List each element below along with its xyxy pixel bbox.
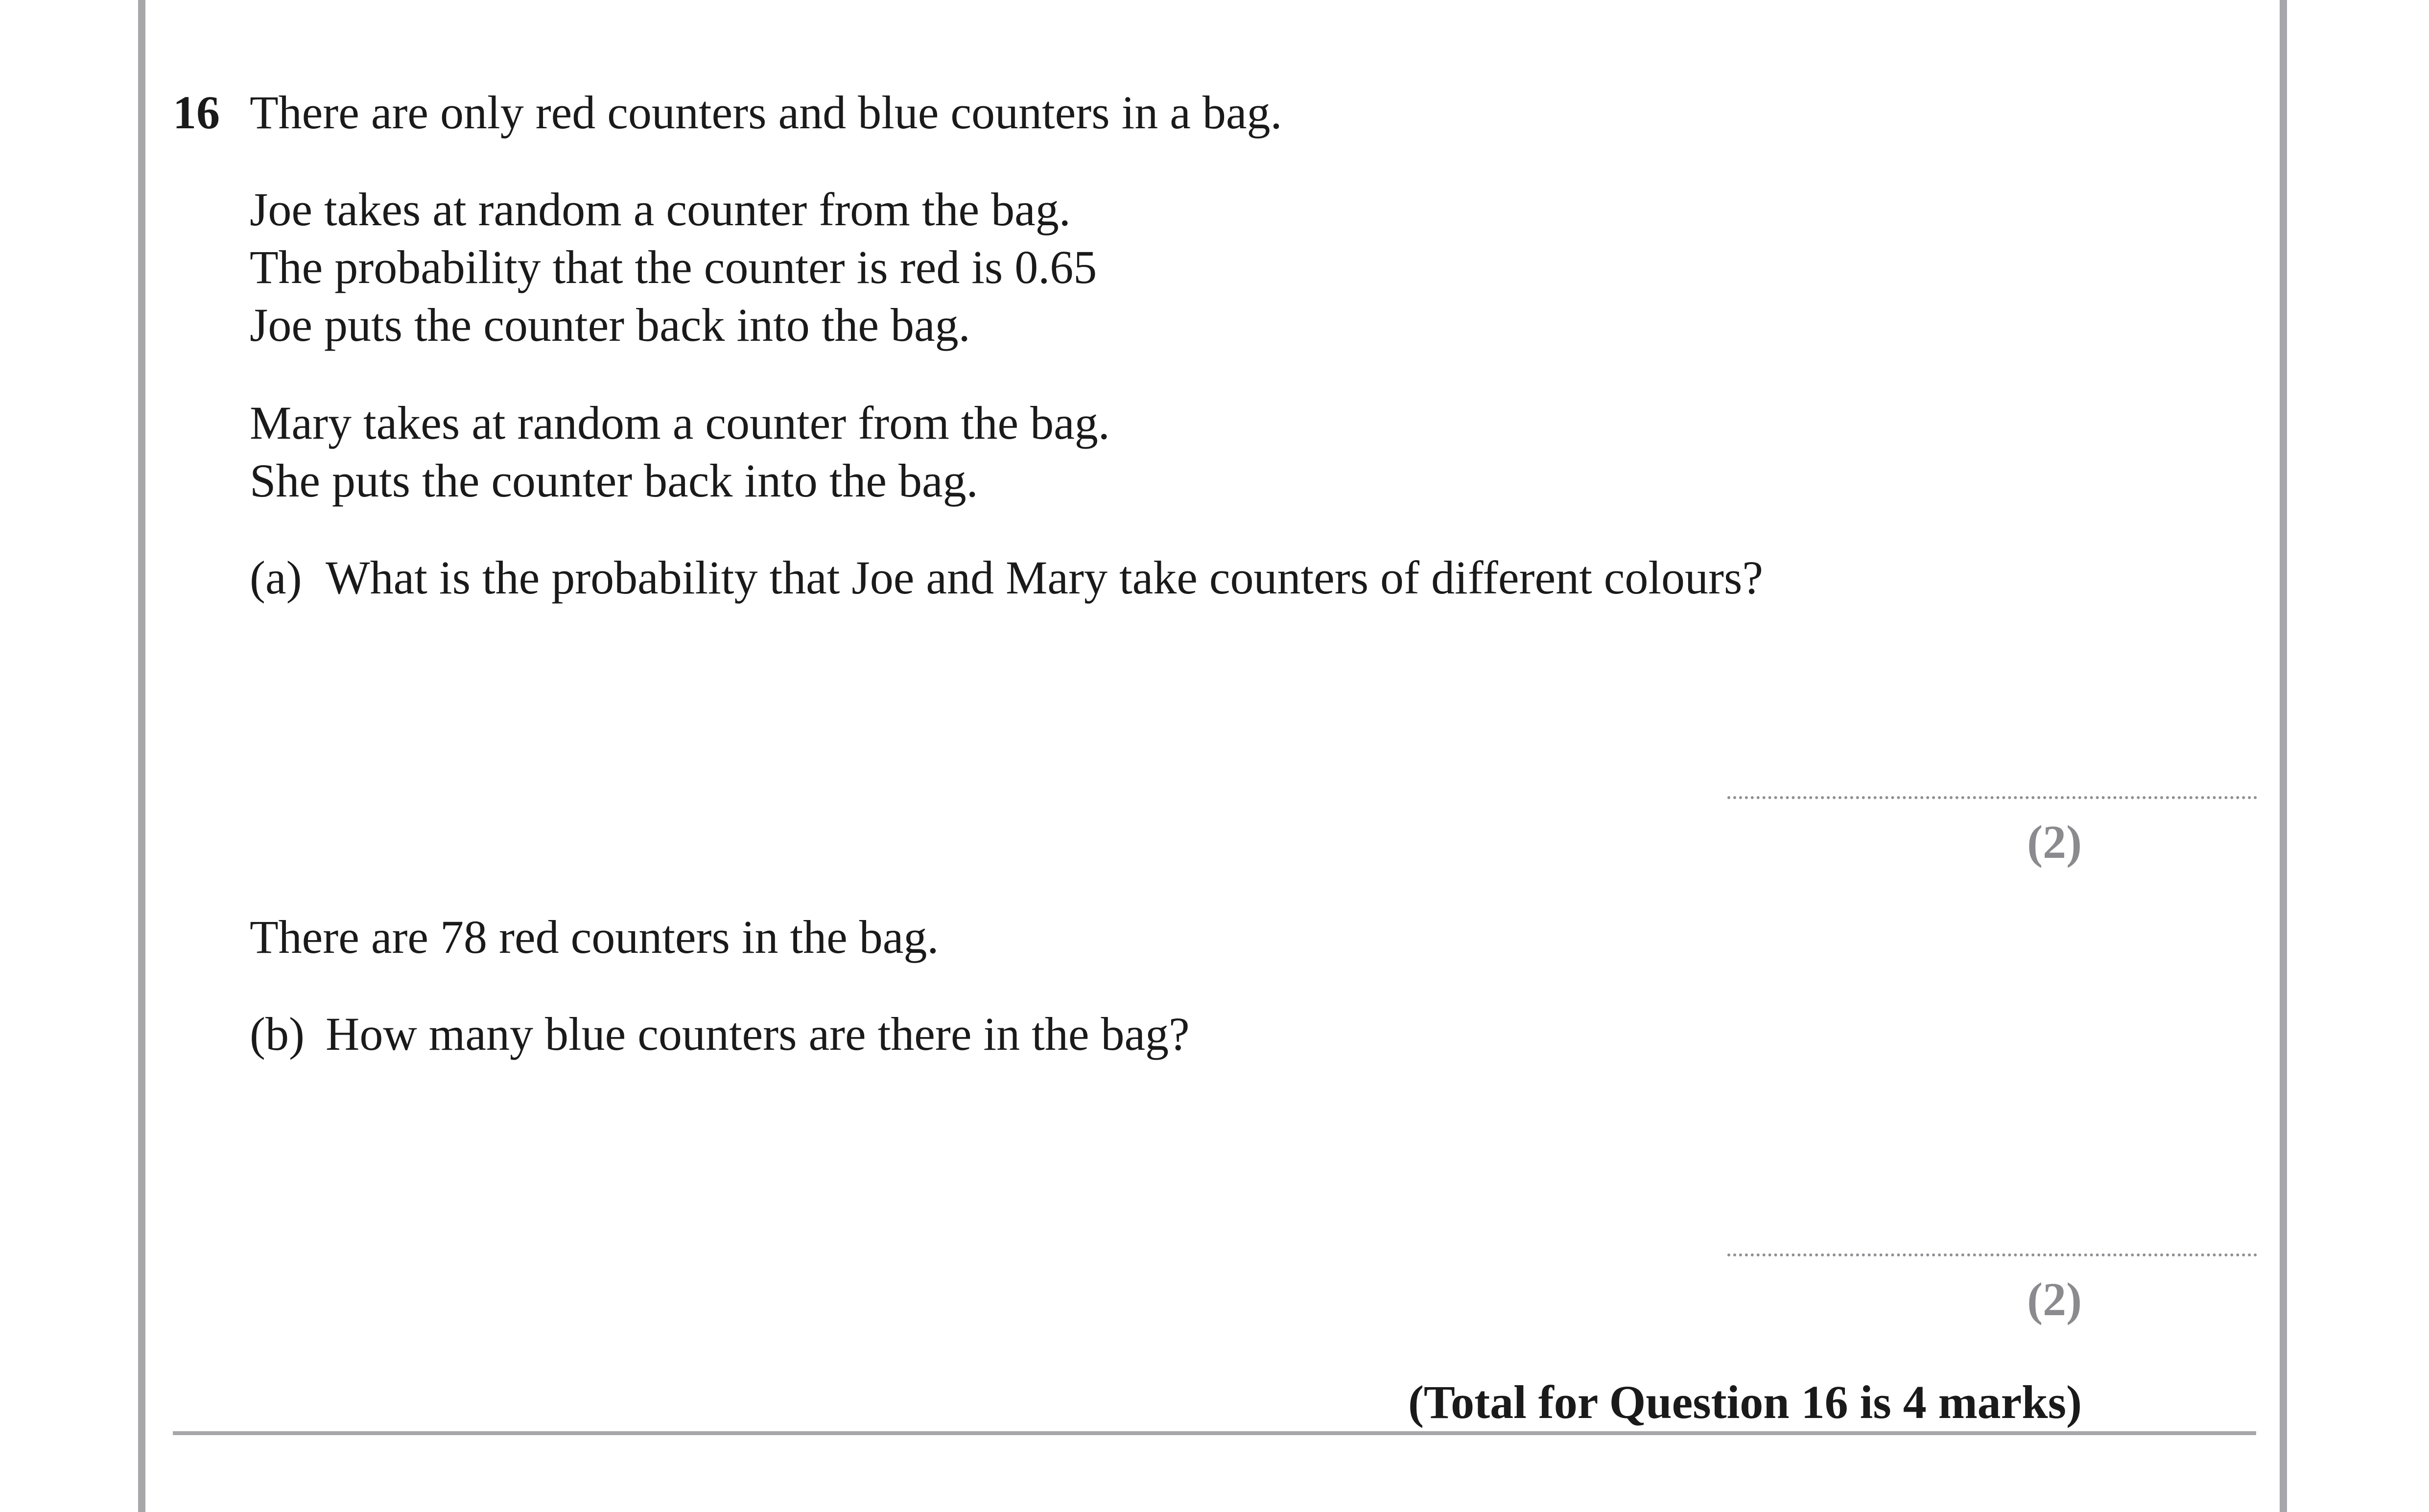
part-a-label: (a) bbox=[250, 551, 302, 604]
part-b-label: (b) bbox=[250, 1008, 305, 1060]
part-b-answer-line[interactable] bbox=[1727, 1253, 2257, 1256]
question-number: 16 bbox=[173, 86, 220, 139]
question-bottom-rule bbox=[173, 1431, 2256, 1435]
page-right-border bbox=[2280, 0, 2287, 1512]
part-b-text: How many blue counters are there in the bag? bbox=[326, 1008, 1190, 1060]
part-a-answer-line[interactable] bbox=[1727, 796, 2257, 799]
question-total-marks: (Total for Question 16 is 4 marks) bbox=[1408, 1376, 2082, 1428]
part-a-question bbox=[250, 549, 1763, 607]
part-a-marks: (2) bbox=[2027, 816, 2082, 868]
part-a-text: What is the probability that Joe and Mary take counters of different colours? bbox=[326, 551, 1763, 604]
part-b-marks: (2) bbox=[2027, 1273, 2082, 1325]
question-intro: There are only red counters and blue counters in a bag. bbox=[250, 86, 1282, 139]
joe-line-3: Joe puts the counter back into the bag. bbox=[250, 299, 970, 351]
part-b-info: There are 78 red counters in the bag. bbox=[250, 911, 939, 963]
page-left-border bbox=[138, 0, 145, 1512]
mary-line-2: She puts the counter back into the bag. bbox=[250, 454, 978, 507]
mary-line-1: Mary takes at random a counter from the bag. bbox=[250, 397, 1110, 449]
joe-line-1: Joe takes at random a counter from the bag. bbox=[250, 183, 1071, 236]
joe-line-2: The probability that the counter is red is 0.65 bbox=[250, 241, 1097, 293]
part-b-question bbox=[250, 1005, 1190, 1063]
